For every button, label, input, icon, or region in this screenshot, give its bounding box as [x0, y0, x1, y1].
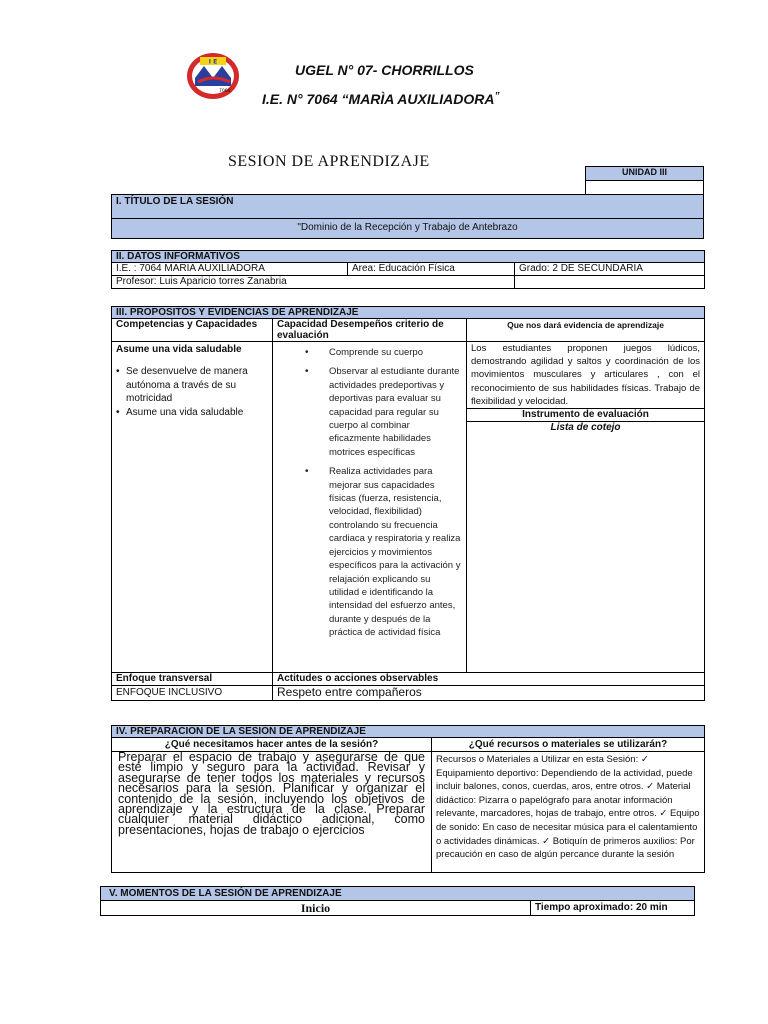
session-title: SESION DE APRENDIZAJE [228, 153, 430, 170]
session-topic: "Dominio de la Recepción y Trabajo de Antebrazo [112, 219, 704, 239]
unidad-box [585, 166, 704, 195]
instrumento-header: Instrumento de evaluación [467, 409, 705, 422]
section-title-sesion [111, 194, 704, 239]
desempenos-cell [273, 342, 467, 673]
competencia-name: Asume una vida saludable [116, 344, 242, 355]
school-heading: I.E. N° 7064 “MARÌA AUXILIADORA” [262, 91, 500, 107]
list-item: • Realiza actividades para mejorar sus capacidades físicas (fuerza, resistencia, velocidad, flexibilidad) controlando su frecuencia cardiaca y respiratoria y realiza ejercicios y movimientos específicos para la activación y relajación explicando su utilidad e identificando la intensidad del esfuerzo antes, durante y después de la práctica de actividad física [277, 465, 462, 639]
enfoque-value: ENFOQUE INCLUSIVO [112, 686, 273, 701]
section-propositos [111, 306, 705, 701]
antes-header: ¿Qué necesitamos hacer antes de la sesión? [112, 738, 432, 752]
antes-text: Preparar el espacio de trabajo y asegurarse de que esté limpio y seguro para la actividad. Revisar y asegurarse de tener todos los materiales y recursos necesarios para la sesión. Planificar y organizar el contenido de la sesión, incluyendo los objetivos de aprendizaje y la estructura de la clase. Preparar cualquier material didáctico adicional, como presentaciones, hojas de trabajo o ejercicios [112, 752, 432, 873]
section2-label: II. DATOS INFORMATIVOS [112, 251, 705, 263]
ugel-heading: UGEL N° 07- CHORRILLOS [295, 62, 474, 78]
section-momentos [100, 886, 695, 916]
section3-label: III. PROPOSITOS Y EVIDENCIAS DE APRENDIZAJE [112, 307, 705, 319]
inicio-label: Inicio [101, 901, 531, 916]
datos-profesor: Profesor: Luis Aparicio torres Zanabria [112, 276, 515, 289]
actitudes-header: Actitudes o acciones observables [273, 673, 705, 686]
evidencia-text: Los estudiantes proponen juegos lúdicos, demostrando agilidad y saltos y coordinación de los movimientos musculares y articulares , con el reconocimiento de sus habilidades físicas. Trabajo de flexibilidad y velocidad. [467, 342, 705, 409]
competencias-cell [112, 342, 273, 673]
actitud-value: Respeto entre compañeros [273, 686, 705, 701]
list-item: • Asume una vida saludable [116, 406, 268, 420]
svg-text:7064: 7064 [219, 89, 231, 94]
desempenos-list [277, 346, 462, 640]
materiales-header: ¿Qué recursos o materiales se utilizarán? [432, 738, 705, 752]
enfoque-header: Enfoque transversal [112, 673, 273, 686]
section4-label: IV. PREPARACION DE LA SESION DE APRENDIZAJE [112, 726, 705, 738]
list-item: • Comprende su cuerpo [277, 346, 462, 359]
instrumento-value: Lista de cotejo [467, 422, 705, 673]
section-datos-informativos [111, 250, 705, 289]
svg-text:I E: I E [208, 58, 218, 66]
tiempo-label: Tiempo aproximado: 20 min [531, 901, 695, 916]
capacidades-list [116, 365, 268, 419]
section-preparacion [111, 725, 705, 873]
school-logo [186, 52, 240, 100]
section5-label: V. MOMENTOS DE LA SESIÓN DE APRENDIZAJE [101, 887, 695, 901]
competencias-header: Competencias y Capacidades [112, 319, 273, 342]
list-item: • Se desenvuelve de manera autónoma a través de su motricidad [116, 365, 268, 406]
evidencia-header: Que nos dará evidencia de aprendizaje [467, 319, 705, 342]
list-item: • Observar al estudiante durante actividades predeportivas y deportivas para evaluar su capacidad para regular su cuerpo al combinar eficazmente habilidades motrices específicas [277, 365, 462, 459]
datos-area: Area: Educación Física [348, 263, 515, 276]
datos-ie: I.E. : 7064 MARIA AUXILIADORA [112, 263, 348, 276]
materiales-text: Recursos o Materiales a Utilizar en esta Sesión: ✓ Equipamiento deportivo: Dependiendo de la actividad, puede incluir balones, conos, cuerdas, aros, entre otros. ✓ Material didáctico: Pizarra o papelógrafo para anotar información relevante, marcadores, hojas de trabajo, entre otros. ✓ Equipo de sonido: En caso de necesitar música para el calentamiento o actividades dinámicas. ✓ Botiquín de primeros auxilios: Por precaución en caso de algún percance durante la sesión [432, 752, 705, 873]
section1-label: I. TÍTULO DE LA SESIÓN [112, 195, 704, 219]
desempenos-header: Capacidad Desempeños criterio de evaluación [273, 319, 467, 342]
unidad-label: UNIDAD III [586, 167, 704, 181]
datos-grado: Grado: 2 DE SECUNDARIA [515, 263, 705, 276]
